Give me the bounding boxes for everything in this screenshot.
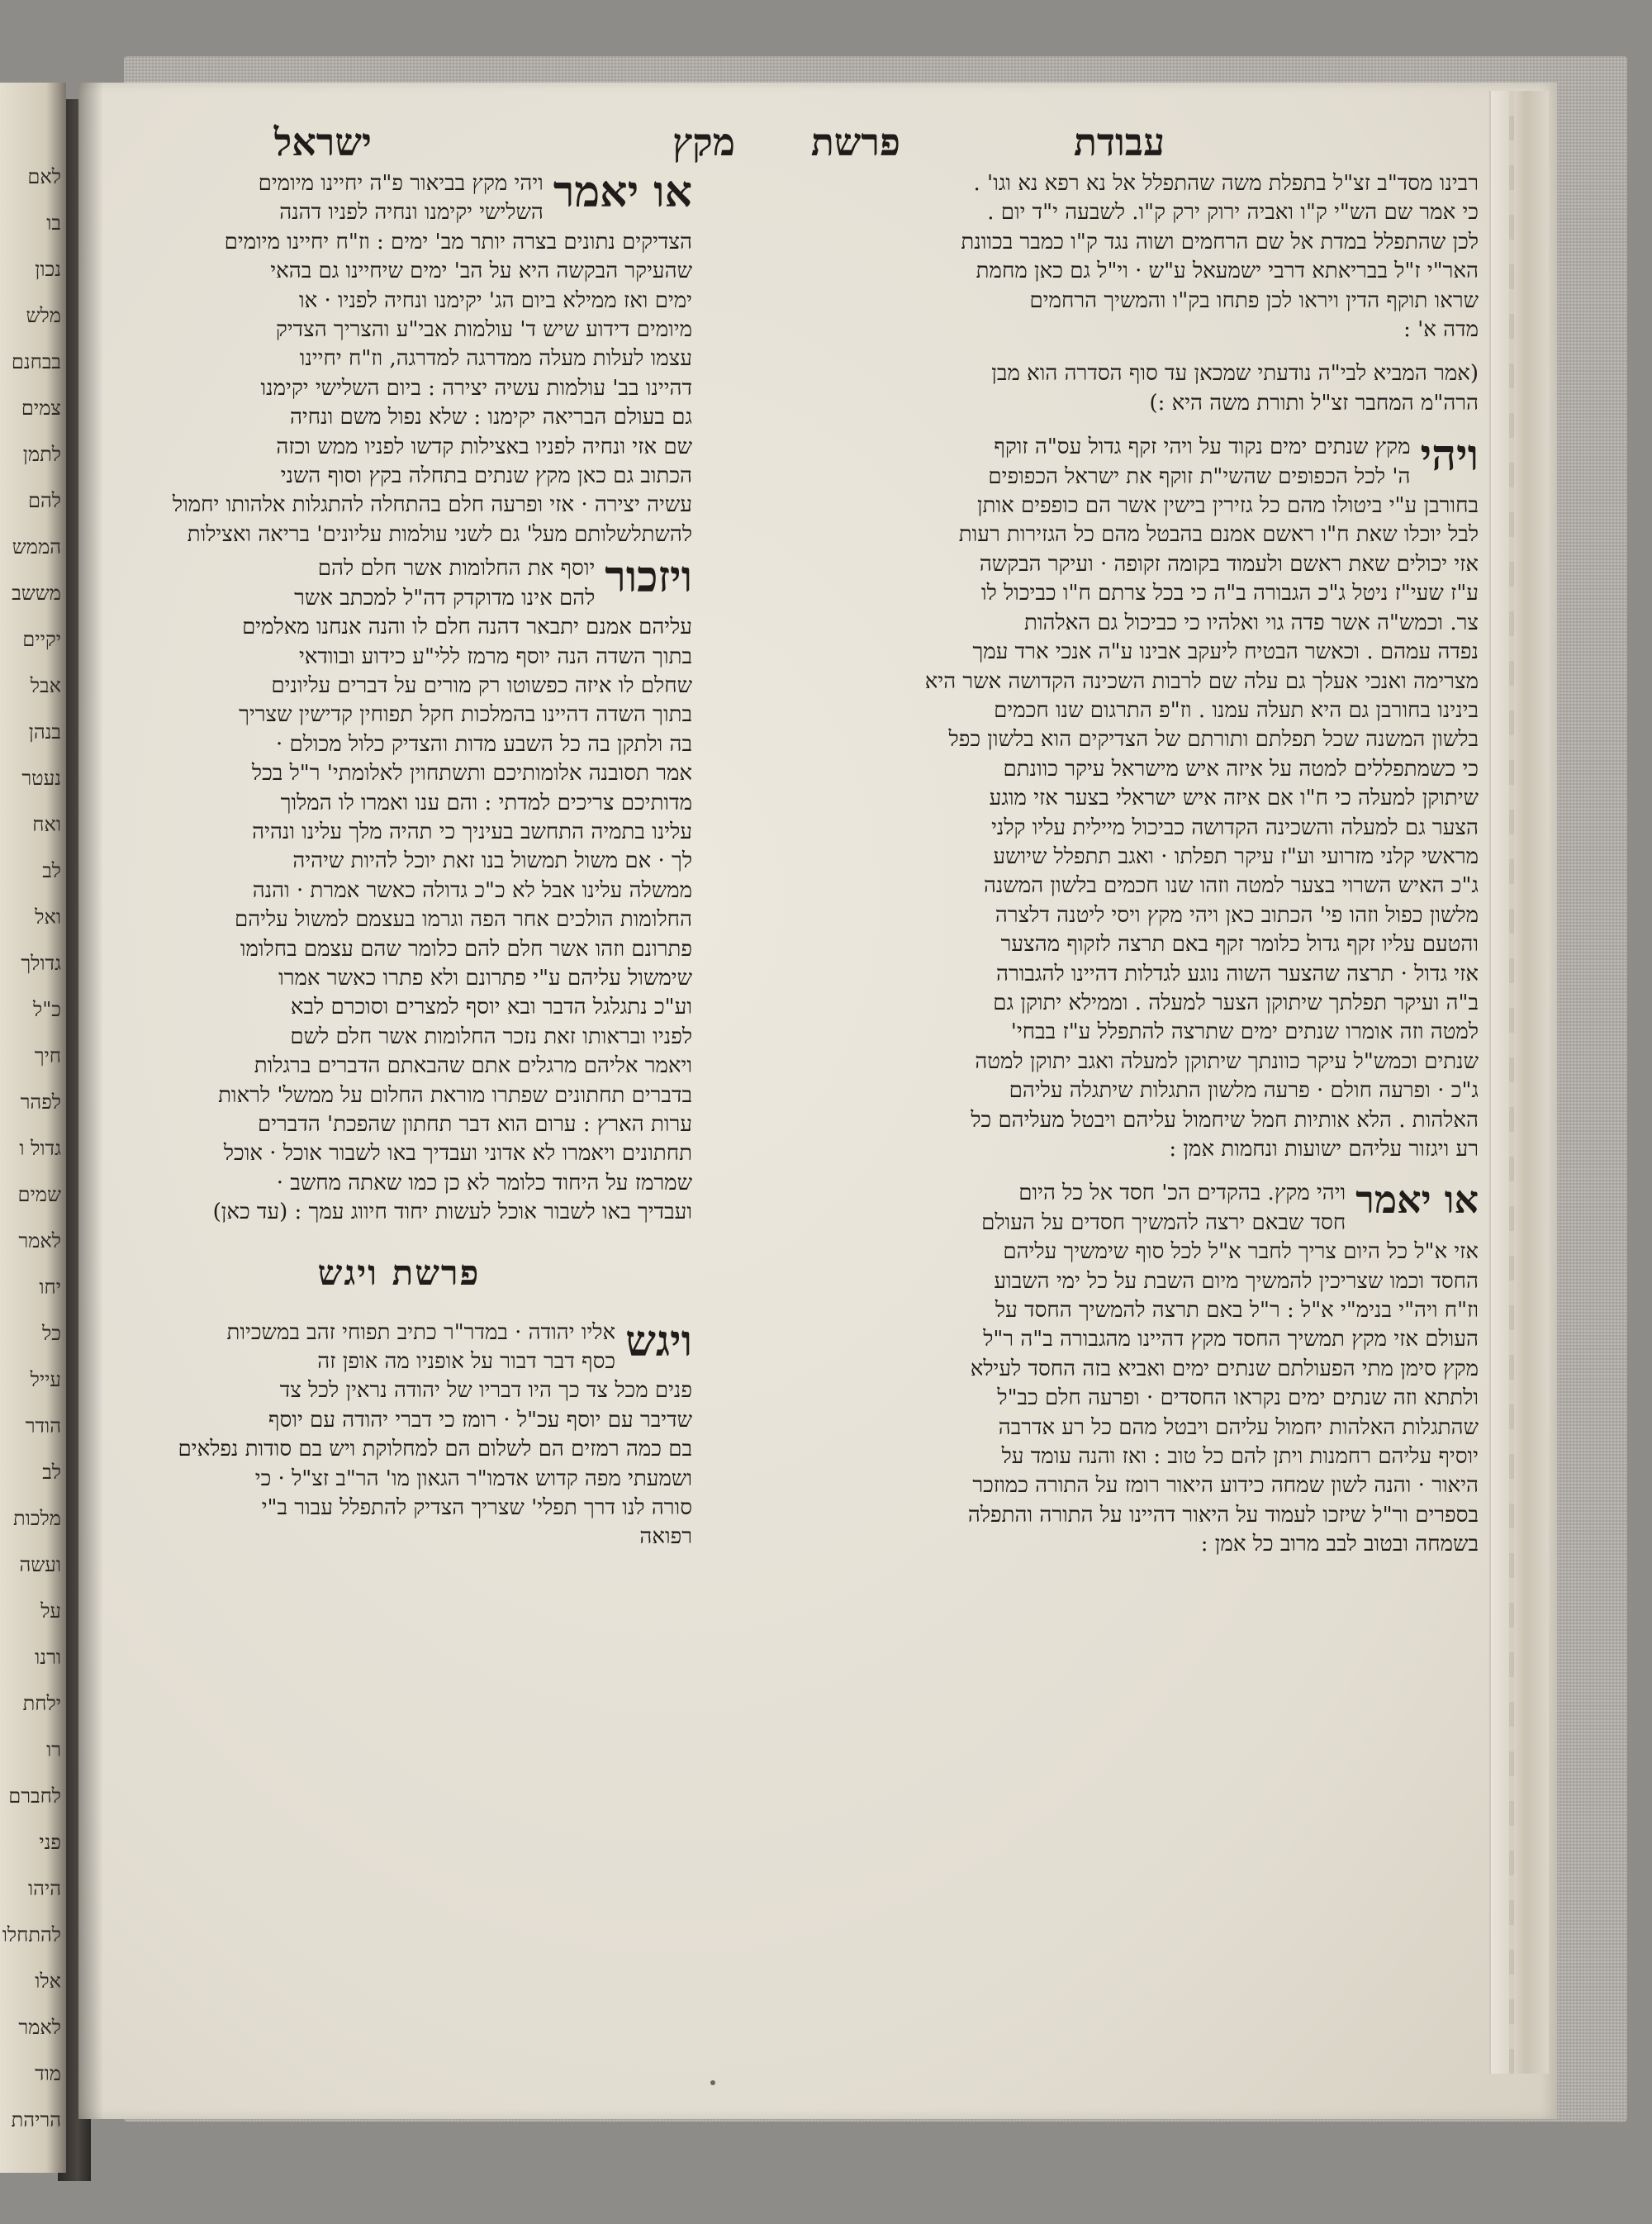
fragment-text: נכון [35, 258, 61, 281]
text-line: הצער גם למעלה והשכינה הקדושה כביכול מיילית עליו קלני [991, 815, 1479, 840]
text-line: פתרונם וזהו אשר חלם להם כלומר שהם עצמם בחלומו [240, 936, 692, 962]
text-line: העולם אזי מקץ תמשיך החסד מקץ דהיינו מהגבורה ב"ה ר"ל [983, 1327, 1479, 1352]
text-line: שנתים וכמש"ל עיקר כוונתך שיתוקן למעלה ואגב יתוקן למטה [975, 1048, 1479, 1074]
fragment-text: הממש [12, 535, 61, 558]
fragment-text: מלכות [13, 1507, 61, 1530]
text-line: מיומים דידוע שיש ד' עולמות אבי"ע והצריך הצדיק [275, 317, 692, 343]
text-line: אזי גדול · תרצה שהצער השוה נוגע לגדלות דהיינו להגבורה [996, 961, 1479, 986]
right-paragraph-2 [731, 430, 1479, 1164]
text-line: והטעם עליו זקף גדול כלומר זקף באם תרצה לזקוף מהצער [1000, 932, 1479, 958]
text-line: ג"כ האיש השרוי בצער למטה וזהו שנו חכמים בלשון המשנה [983, 873, 1479, 899]
text-line: להם אינו מדוקדק דה"ל למכתב אשר [294, 585, 596, 611]
text-line: מלשון כפול וזהו פי' הכתוב כאן ויהי מקץ ויסי ליטנה דלצרה [995, 902, 1479, 928]
text-line: בשמחה ובטוב לבב מרוב כל אמן : [1200, 1532, 1479, 1557]
text-line: אמר תסובנה אלומותיכם ותשתחוין לאלומתי' ר"ל בכל [251, 761, 692, 786]
fragment-text: עייל [30, 1368, 61, 1391]
fragment-text: להתחלו [2, 1923, 61, 1946]
text-line: כי אמר שם הש"י ק"ו ואביה ירוק ירק ק"ו. לשבעה י"ד יום . [987, 200, 1479, 226]
fragment-text: ואח [32, 813, 61, 836]
fragment-text: לב [42, 859, 61, 882]
left-page-fragment [0, 83, 66, 2173]
fragment-text: גדול ו [19, 1137, 61, 1160]
fragment-text: נעטר [21, 767, 61, 790]
text-line: למטה וזה אומרו שנתים ימים שתרצה להתפלל ע"ז בבחי' [1010, 1019, 1479, 1045]
text-line: מראשי קלני מזרועי וע"ז עיקר תפלתו · ואגב תתפלל שיושע [993, 844, 1479, 869]
text-line: החסד וכמו שצריכין להמשיך מיום השבת על כל ימי השבוע [994, 1268, 1479, 1294]
text-line: הצדיקים נתונים בצרה יותר מב' ימים : וז"ח יחיינו מיומים [224, 229, 692, 254]
text-line: השלישי יקימנו ונחיה לפניו דהנה [279, 200, 544, 226]
text-line: מדה א' : [1403, 317, 1479, 343]
right-paragraph-3 [731, 1179, 1479, 1559]
text-line: שם אזי ונחיה לפניו באצילות קדשו לפניו ממש וכזה [276, 434, 692, 459]
text-line: האר"י ז"ל בבריאתא דרבי ישמעאל ע"ש · וי"ל גם כאן מחמת [976, 259, 1479, 284]
text-line: כסף דבר דבור על אופניו מה אופן זה [317, 1349, 616, 1375]
text-line: לפניו ובראותו זאת נזכר החלומות אשר חלם לשם [290, 1024, 692, 1049]
text-line: ע"ז שעי"ז ניטל ג"כ הגבורה ב"ה כי בכל צרתם ח"ו כביכול לו [980, 581, 1479, 606]
text-line: היאור · והנה לשון שמחה כידוע היאור רומז על התורה כמוזכר [972, 1473, 1479, 1499]
fragment-text: לחברם [8, 1784, 61, 1808]
text-line: לבל יוכלו שאת ח"ו ראשם אמנם בהבטל מהם כל הגזירות רעות [958, 522, 1479, 548]
text-line: לכן שהתפלל במדת אל שם הרחמים ושוה נגד ק"ו כמבר בכוונת [961, 229, 1479, 254]
text-line: אזי יכולים שאת ראשם ולעמוד בקומה זקופה · ועיקר הבקשה [979, 551, 1479, 577]
text-line: יוסף את החלומות אשר חלם להם [317, 556, 596, 582]
fragment-text: גדולך [21, 952, 61, 975]
text-line: רע ויגזור עליהם ישועות ונחמות אמן : [1169, 1137, 1479, 1162]
header-word-1: עבודת [1073, 120, 1165, 164]
lead-word-vayigash: ויגש [625, 1315, 692, 1366]
text-line: בלשון המשנה שכל תפלתם ותורתם של הצדיקים הוא בלשון כפל [948, 727, 1479, 753]
right-column [731, 169, 1479, 1560]
text-line: בם כמה רמזים הם לשלום הם למחלוקת ויש בם סודות נפלאים [178, 1437, 692, 1462]
page-edge [1489, 91, 1549, 2074]
fragment-text: לפהר [20, 1091, 61, 1114]
text-line: ושמעתי מפה קדוש אדמו"ר הגאון מו' הר"ב זצ"ל · כי [254, 1466, 692, 1491]
fragment-text: היהו [27, 1877, 61, 1900]
fragment-text: ואל [35, 905, 61, 929]
text-line: בספרים ור"ל שיזכו לעמוד על היאור דהיינו על התורה והתפלה [967, 1502, 1479, 1528]
fragment-text: ועשה [19, 1553, 61, 1576]
lead-word-vayizkor: ויזכור [605, 552, 692, 603]
fragment-text: להם [27, 489, 61, 512]
text-line: גם בעולם הבריאה יקימנו : שלא נפול משם ונחיה [289, 405, 692, 430]
left-paragraph-3 [106, 1315, 692, 1552]
fragment-text: ילחת [22, 1692, 61, 1715]
running-header [248, 120, 1165, 169]
text-line: עלינו בתמיה התחשב בעיניך כי תהיה מלך עלינו ונהיה [252, 819, 692, 844]
text-line: שראו תוקף הדין ויראו לכן פתחו בק"ו והמשיך הרחמים [1029, 288, 1479, 313]
text-line: ה' לכל הכפופים שהשי"ת זוקף את ישראל הכפופים [988, 463, 1411, 489]
text-line: ממשלה עלינו אבל לא כ"כ גדולה כאשר אמרת · והנה [252, 877, 692, 903]
fragment-text: הודר [25, 1414, 61, 1438]
section-heading: פרשת ויגש [317, 1252, 481, 1293]
text-line: בדברים תחתונים שפתרו מוראת החלום על ממשל' לראות [218, 1082, 692, 1108]
text-line: שמרמז על היחוד כלומר לא כן כמו שאתה מחשב · [276, 1170, 692, 1195]
fragment-text: מששב [12, 582, 61, 605]
right-paragraph-1 [731, 169, 1479, 345]
text-line: מצרימה ואנכי אעלך גם עלה שם לרבות השכינה הקדושה אשר היא [924, 668, 1479, 694]
text-line: שהעיקר הבקשה היא על הב' ימים שיחיינו גם בהאי [270, 259, 692, 284]
text-line: עשיה יצירה · אזי ופרעה חלם בהתחלה להתגלות אלהותו יחמול [172, 492, 692, 518]
text-line: שדיבר עם יוסף עכ"ל · רומז כי דברי יהודה עם יוסף [268, 1407, 692, 1433]
text-line: ב"ה ועיקר תפלתך שיתוקן הצער למעלה . וממילא יתוקן גם [993, 990, 1479, 1015]
text-line: החלומות הולכים אחר הפה וגרמו בעצמם למשול עליהם [235, 907, 692, 933]
text-line: ויהי מקץ בביאור פ"ה יחיינו מיומים [258, 171, 544, 196]
fragment-text: יחו [39, 1276, 61, 1299]
text-line: בה ולתקן בה כל השבע מדות והצדיק כלול מכולם · [275, 731, 692, 757]
note-line: (אמר המביא לבי"ה נודעתי שמכאן עד סוף הסדרה הוא מבן [991, 361, 1479, 387]
text-line: בחורבן ע"י ביטולו מהם כל גזירין בישין אשר הם כופפים אותן [976, 493, 1479, 519]
fragment-text: לאמר [18, 1229, 61, 1252]
note-line: הרה"מ המחבר זצ"ל ותורת משה היא :) [1149, 390, 1479, 416]
fragment-text: על [40, 1599, 61, 1623]
fragment-text: בו [46, 211, 61, 235]
text-line: פנים מכל צד כך היו דבריו של יהודה נראין לכל צד [279, 1378, 692, 1404]
text-line: חסד שבאם ירצה להמשיך חסדים על העולם [981, 1209, 1346, 1235]
text-line: סורה לנו דרך תפלי' שצריך הצדיק להתפלל עבור ב"י [261, 1495, 692, 1521]
text-line: שיתוקן למעלה כי ח"ו אם איזה איש ישראלי בצער אזי מוגע [989, 786, 1479, 811]
text-line: יוסיף עליהם רחמנות ויתן להם כל טוב : ואז והנה עומד על [1001, 1444, 1479, 1470]
left-paragraph-2 [106, 554, 692, 1227]
text-line: בתוך השדה הנה יוסף מרמז ללי"ע כידוע ובוודאי [298, 644, 692, 669]
text-line: צר. וכמש"ה אשר פדה גוי ואלהיו כי כביכול גם האלהות [1024, 610, 1479, 635]
text-line: רפואה [639, 1524, 692, 1550]
fragment-text: ורנו [35, 1646, 61, 1669]
fragment-text: כל [42, 1322, 61, 1345]
header-word-3: מקץ [672, 120, 735, 164]
text-line: עליהם אמנם יתבאר דהנה חלם לו והנה אנחנו מאלמים [242, 615, 692, 640]
fragment-text: לאם [27, 165, 61, 188]
fragment-text: פני [39, 1831, 61, 1854]
fragment-text: מוד [35, 2062, 61, 2085]
text-line: תחתונים ויאמרו לא אדוני ועבדיך באו לשבור אוכל · אוכל [223, 1141, 692, 1167]
fragment-text: לב [42, 1461, 61, 1484]
text-line: מדותיכם צריכים למדתי : והם ענו ואמרו לו המלוך [280, 790, 692, 815]
fragment-text: רו [46, 1738, 61, 1761]
fragment-text: יקיים [22, 628, 61, 651]
left-paragraph-1 [106, 169, 692, 549]
text-line: ויאמר אליהם מרגלים אתם שהבאתם הדברים ברגלות [254, 1053, 692, 1079]
text-line: ימים ואז ממילא ביום הג' יקימנו ונחיה לפניו · או [298, 288, 692, 313]
page-dot [710, 2080, 715, 2085]
text-line: ועבדיך באו לשבור אוכל לעשות יחוד חיווג עמך : (עד כאן) [212, 1200, 692, 1225]
text-line: בתוך השדה דהיינו בהמלכות חקל תפוחין קדישין שצריך [239, 702, 692, 728]
text-line: ערות הארץ : ערום הוא דבר תחתון שהפכת' הדברים [257, 1112, 692, 1137]
fragment-text: צמים [21, 397, 61, 420]
header-word-4: ישראל [273, 120, 372, 164]
lead-word-o-yomar-left: או יאמר [553, 167, 692, 217]
fragment-text: מלש [26, 304, 61, 327]
text-line: עצמו לעלות מעלה ממדרגה למדרגה, וז"ח יחיינו [299, 346, 692, 372]
fragment-text: חיך [34, 1044, 61, 1067]
lead-word-o-yomar: או יאמר [1355, 1177, 1479, 1223]
left-column [106, 169, 692, 1552]
text-line: האלהות . הלא אותיות חמל שיחמול עליהם ויבטל מעליהם כל [971, 1107, 1479, 1133]
text-line: וע"כ נתגלגל הדבר ובא יוסף למצרים וסוכרם לבא [290, 995, 692, 1020]
text-line: מקץ סימן מתי הפעולתם שנתים ימים ואביא בזה החסד לעילא [970, 1356, 1479, 1381]
fragment-text: לתמן [22, 443, 61, 466]
fragment-text: אלו [35, 1970, 61, 1993]
text-line: נפדה עמהם . וכאשר הבטיח ליעקב אבינו ע"ה אנכי ארד עמך [972, 639, 1479, 665]
lead-word-vayehi: ויהי [1420, 430, 1479, 482]
editor-note [731, 359, 1479, 418]
text-line: רבינו מסד"ב זצ"ל בתפלת משה שהתפלל אל נא רפא נא וגו' . [973, 171, 1479, 196]
header-word-2: פרשת [810, 120, 900, 164]
text-line: שהתגלות האלהות יחמול עליהם ויבטל מהם כל רע אדרבה [998, 1414, 1479, 1440]
text-line: דהיינו בב' עולמות עשיה יצירה : ביום השלישי יקימנו [260, 375, 692, 401]
text-line: להשתלשלותם מעל' גם לשני עולמות עליונים' בריאה ואצילות [187, 521, 692, 547]
fragment-text: לאמר [18, 2016, 61, 2039]
text-line: כי כשמתפללים למטה על איזה איש מישראל עיקר כוונתם [1003, 756, 1479, 782]
text-line: בינינו בחורבן גם היא תעלה עמנו . וז"פ התרגום שנו חכמים [994, 697, 1479, 723]
text-line: אזי א"ל כל היום צריך לחבר א"ל לכל סוף שימשיך עליהם [1003, 1239, 1479, 1265]
fragment-text: בבחנם [11, 350, 61, 373]
fold-shadow [78, 83, 103, 2119]
fragment-text: הריהת [11, 2108, 61, 2131]
fragment-text: שמים [17, 1183, 61, 1206]
fragment-text: בנהן [28, 720, 61, 744]
text-line: מקץ שנתים ימים נקוד על ויהי זקף גדול עס"ה זוקף [994, 435, 1411, 460]
fragment-text: כ"ל [33, 998, 61, 1021]
text-line: הכתוב גם כאן מקץ שנתים בתחלה בקץ וסוף השני [280, 463, 692, 489]
text-line: ויהי מקץ. בהקדים הכ' חסד אל כל היום [1018, 1181, 1346, 1206]
text-line: לך · אם משול תמשול בנו זאת יוכל להיות שיהיה [292, 848, 692, 874]
fragment-text: אבל [30, 674, 61, 697]
text-line: אליו יהודה · במדר"ר כתיב תפוחי זהב במשכיות [226, 1319, 616, 1345]
text-line: וז"ח ויה"י בנימ"י א"ל : ר"ל באם תרצה להמשיך החסד על [995, 1298, 1479, 1323]
text-line: שחלם לו איזה כפשוטו רק מורים על דברים עליונים [271, 672, 692, 698]
text-line: שימשול עליהם ע"י פתרונם ולא פתרו כאשר אמרו [278, 965, 692, 991]
text-line: ולתתא וזה שנתים ימים נקראו החסדים · ופרעה חלם כב"ל [997, 1385, 1479, 1411]
text-line: ג"כ · ופרעה חולם · פרעה מלשון התגלות שיתגלה עליהם [1009, 1078, 1479, 1104]
